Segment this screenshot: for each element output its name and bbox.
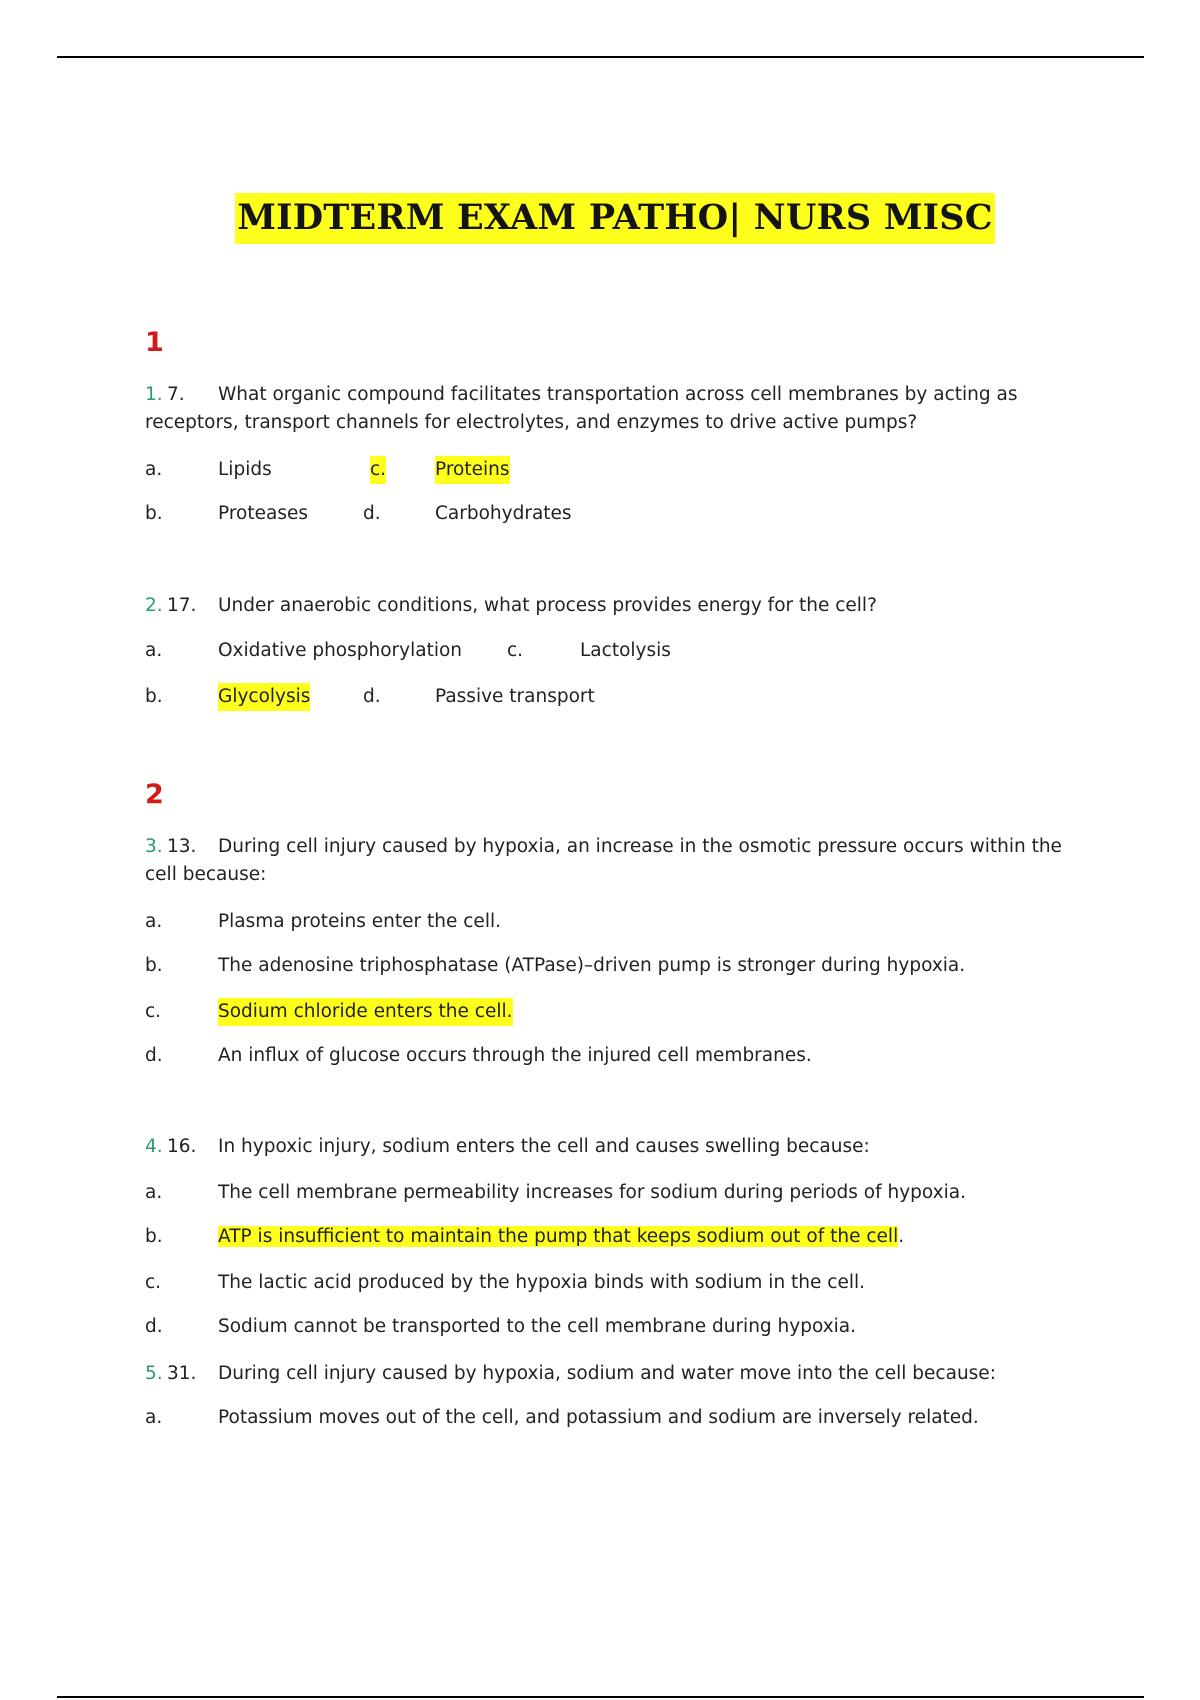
question-line — [145, 592, 877, 620]
section-label: 1 — [145, 327, 164, 358]
question-code: 16. — [167, 1136, 197, 1157]
page-top-rule — [57, 56, 1144, 58]
option-letter: b. — [145, 955, 163, 976]
question-line — [145, 1360, 996, 1388]
option-letter: b. — [145, 503, 163, 524]
option-text: The adenosine triphosphatase (ATPase)–driven pump is stronger during hypoxia. — [218, 955, 966, 976]
question-line — [145, 1133, 870, 1161]
question-line — [145, 833, 1062, 861]
question-code: 31. — [167, 1363, 197, 1384]
option-letter: c. — [145, 1272, 162, 1293]
option-text: Proteases — [218, 503, 308, 524]
option-letter: d. — [145, 1045, 163, 1066]
question-number: 3. — [145, 836, 163, 857]
question-text: What organic compound facilitates transportation across cell membranes by acting as — [218, 384, 1018, 405]
option-text: Passive transport — [435, 686, 595, 707]
option-letter-correct: c. — [370, 456, 386, 484]
option-letter: b. — [145, 686, 163, 707]
question-code: 17. — [167, 595, 197, 616]
section-label: 2 — [145, 779, 164, 810]
option-letter: a. — [145, 640, 163, 661]
option-text: Potassium moves out of the cell, and potassium and sodium are inversely related. — [218, 1407, 979, 1428]
question-text: During cell injury caused by hypoxia, an increase in the osmotic pressure occurs within the — [218, 836, 1062, 857]
option-text-correct — [218, 1223, 904, 1251]
question-text-continued: cell because: — [145, 864, 267, 885]
option-text: Carbohydrates — [435, 503, 572, 524]
option-letter: a. — [145, 459, 163, 480]
option-letter: c. — [507, 640, 524, 661]
page-title: MIDTERM EXAM PATHO| NURS MISC — [0, 197, 1200, 238]
option-text: Oxidative phosphorylation — [218, 640, 463, 661]
question-number: 5. — [145, 1363, 163, 1384]
question-code: 13. — [167, 836, 197, 857]
option-text-highlight: ATP is insufficient to maintain the pump that keeps sodium out of the cell — [218, 1226, 899, 1247]
option-letter: d. — [363, 503, 381, 524]
question-text: Under anaerobic conditions, what process provides energy for the cell? — [218, 595, 877, 616]
question-number: 2. — [145, 595, 163, 616]
option-text-correct: Glycolysis — [218, 683, 310, 711]
option-text: Lactolysis — [580, 640, 671, 661]
option-text: The cell membrane permeability increases for sodium during periods of hypoxia. — [218, 1182, 966, 1203]
page-bottom-rule — [57, 1696, 1144, 1698]
option-text-suffix: . — [898, 1226, 905, 1247]
question-number: 4. — [145, 1136, 163, 1157]
option-letter: a. — [145, 1182, 163, 1203]
option-letter: c. — [145, 1001, 162, 1022]
option-letter: a. — [145, 1407, 163, 1428]
question-line — [145, 381, 1018, 409]
option-text-correct: Sodium chloride enters the cell. — [218, 998, 513, 1026]
option-letter: d. — [363, 686, 381, 707]
option-text: Sodium cannot be transported to the cell membrane during hypoxia. — [218, 1316, 857, 1337]
option-text: Plasma proteins enter the cell. — [218, 911, 501, 932]
option-letter: b. — [145, 1226, 163, 1247]
option-letter: d. — [145, 1316, 163, 1337]
question-text: During cell injury caused by hypoxia, sodium and water move into the cell because: — [218, 1363, 996, 1384]
question-text-continued: receptors, transport channels for electrolytes, and enzymes to drive active pumps? — [145, 412, 918, 433]
question-text: In hypoxic injury, sodium enters the cell and causes swelling because: — [218, 1136, 870, 1157]
option-letter: a. — [145, 911, 163, 932]
option-text: Lipids — [218, 459, 272, 480]
option-text-correct: Proteins — [435, 456, 510, 484]
option-text: An influx of glucose occurs through the injured cell membranes. — [218, 1045, 812, 1066]
option-text: The lactic acid produced by the hypoxia binds with sodium in the cell. — [218, 1272, 866, 1293]
question-number: 1. — [145, 384, 163, 405]
question-code: 7. — [167, 384, 185, 405]
